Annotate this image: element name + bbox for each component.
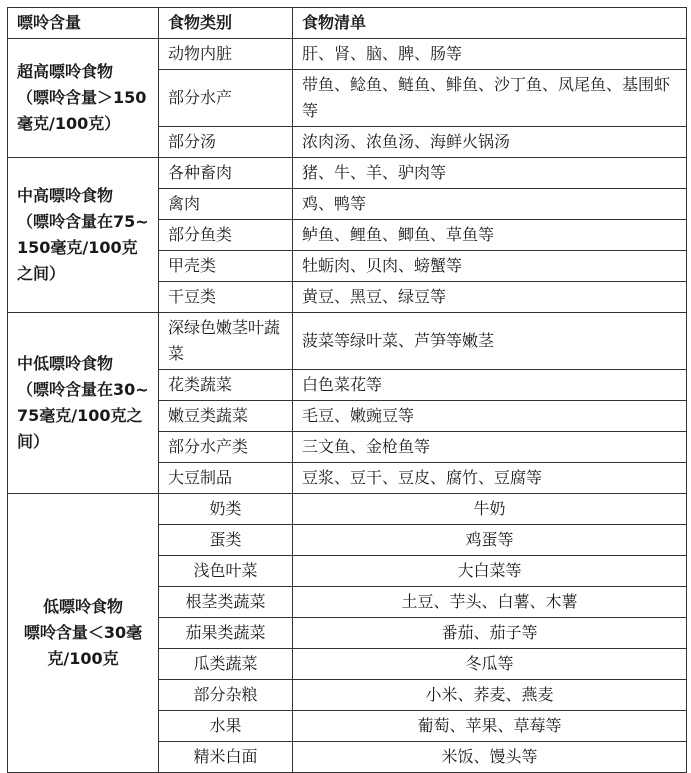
foods-cell: 猪、牛、羊、驴肉等 (293, 158, 687, 189)
category-cell: 各种畜肉 (159, 158, 293, 189)
category-cell: 奶类 (159, 494, 293, 525)
foods-cell: 米饭、馒头等 (293, 742, 687, 773)
category-cell: 水果 (159, 711, 293, 742)
table-row (8, 39, 687, 70)
foods-cell: 葡萄、苹果、草莓等 (293, 711, 687, 742)
group-ultra-high (8, 39, 159, 158)
foods-cell: 鸡蛋等 (293, 525, 687, 556)
category-cell: 瓜类蔬菜 (159, 649, 293, 680)
category-cell: 动物内脏 (159, 39, 293, 70)
group-low (8, 494, 159, 773)
category-cell: 部分汤 (159, 127, 293, 158)
foods-cell: 小米、荞麦、燕麦 (293, 680, 687, 711)
group-mid-high (8, 158, 159, 313)
foods-cell: 番茄、茄子等 (293, 618, 687, 649)
foods-cell: 牛奶 (293, 494, 687, 525)
foods-cell: 带鱼、鲶鱼、鲢鱼、鲱鱼、沙丁鱼、凤尾鱼、基围虾等 (293, 70, 687, 127)
foods-cell: 毛豆、嫩豌豆等 (293, 401, 687, 432)
group-title: 低嘌呤食物 (42, 597, 123, 616)
foods-cell: 浓肉汤、浓鱼汤、海鲜火锅汤 (293, 127, 687, 158)
category-cell: 精米白面 (159, 742, 293, 773)
category-cell: 深绿色嫩茎叶蔬菜 (159, 313, 293, 370)
category-cell: 部分水产 (159, 70, 293, 127)
category-cell: 部分水产类 (159, 432, 293, 463)
group-title: 超高嘌呤食物 (17, 62, 114, 81)
group-desc: （嘌呤含量在75~150毫克/100克之间） (17, 212, 149, 283)
header-list: 食物清单 (293, 8, 687, 39)
group-desc: 嘌呤含量＜30毫克/100克 (23, 623, 143, 668)
category-cell: 浅色叶菜 (159, 556, 293, 587)
category-cell: 甲壳类 (159, 251, 293, 282)
foods-cell: 菠菜等绿叶菜、芦笋等嫩茎 (293, 313, 687, 370)
foods-cell: 鲈鱼、鲤鱼、鲫鱼、草鱼等 (293, 220, 687, 251)
group-desc: （嘌呤含量＞150毫克/100克） (17, 88, 147, 133)
header-category: 食物类别 (159, 8, 293, 39)
category-cell: 根茎类蔬菜 (159, 587, 293, 618)
foods-cell: 三文鱼、金枪鱼等 (293, 432, 687, 463)
category-cell: 禽肉 (159, 189, 293, 220)
group-title: 中高嘌呤食物 (17, 186, 114, 205)
category-cell: 大豆制品 (159, 463, 293, 494)
category-cell: 蛋类 (159, 525, 293, 556)
table-row (8, 313, 687, 370)
foods-cell: 土豆、芋头、白薯、木薯 (293, 587, 687, 618)
table-row (8, 158, 687, 189)
group-desc: （嘌呤含量在30~75毫克/100克之间） (17, 380, 149, 451)
category-cell: 部分鱼类 (159, 220, 293, 251)
purine-food-table (7, 7, 687, 773)
foods-cell: 大白菜等 (293, 556, 687, 587)
foods-cell: 白色菜花等 (293, 370, 687, 401)
foods-cell: 肝、肾、脑、脾、肠等 (293, 39, 687, 70)
header-row (8, 8, 687, 39)
category-cell: 茄果类蔬菜 (159, 618, 293, 649)
category-cell: 干豆类 (159, 282, 293, 313)
category-cell: 部分杂粮 (159, 680, 293, 711)
foods-cell: 豆浆、豆干、豆皮、腐竹、豆腐等 (293, 463, 687, 494)
table-row (8, 494, 687, 525)
category-cell: 嫩豆类蔬菜 (159, 401, 293, 432)
foods-cell: 黄豆、黑豆、绿豆等 (293, 282, 687, 313)
category-cell: 花类蔬菜 (159, 370, 293, 401)
foods-cell: 冬瓜等 (293, 649, 687, 680)
group-title: 中低嘌呤食物 (17, 354, 114, 373)
group-mid-low (8, 313, 159, 494)
foods-cell: 牡蛎肉、贝肉、螃蟹等 (293, 251, 687, 282)
foods-cell: 鸡、鸭等 (293, 189, 687, 220)
header-level: 嘌呤含量 (8, 8, 159, 39)
